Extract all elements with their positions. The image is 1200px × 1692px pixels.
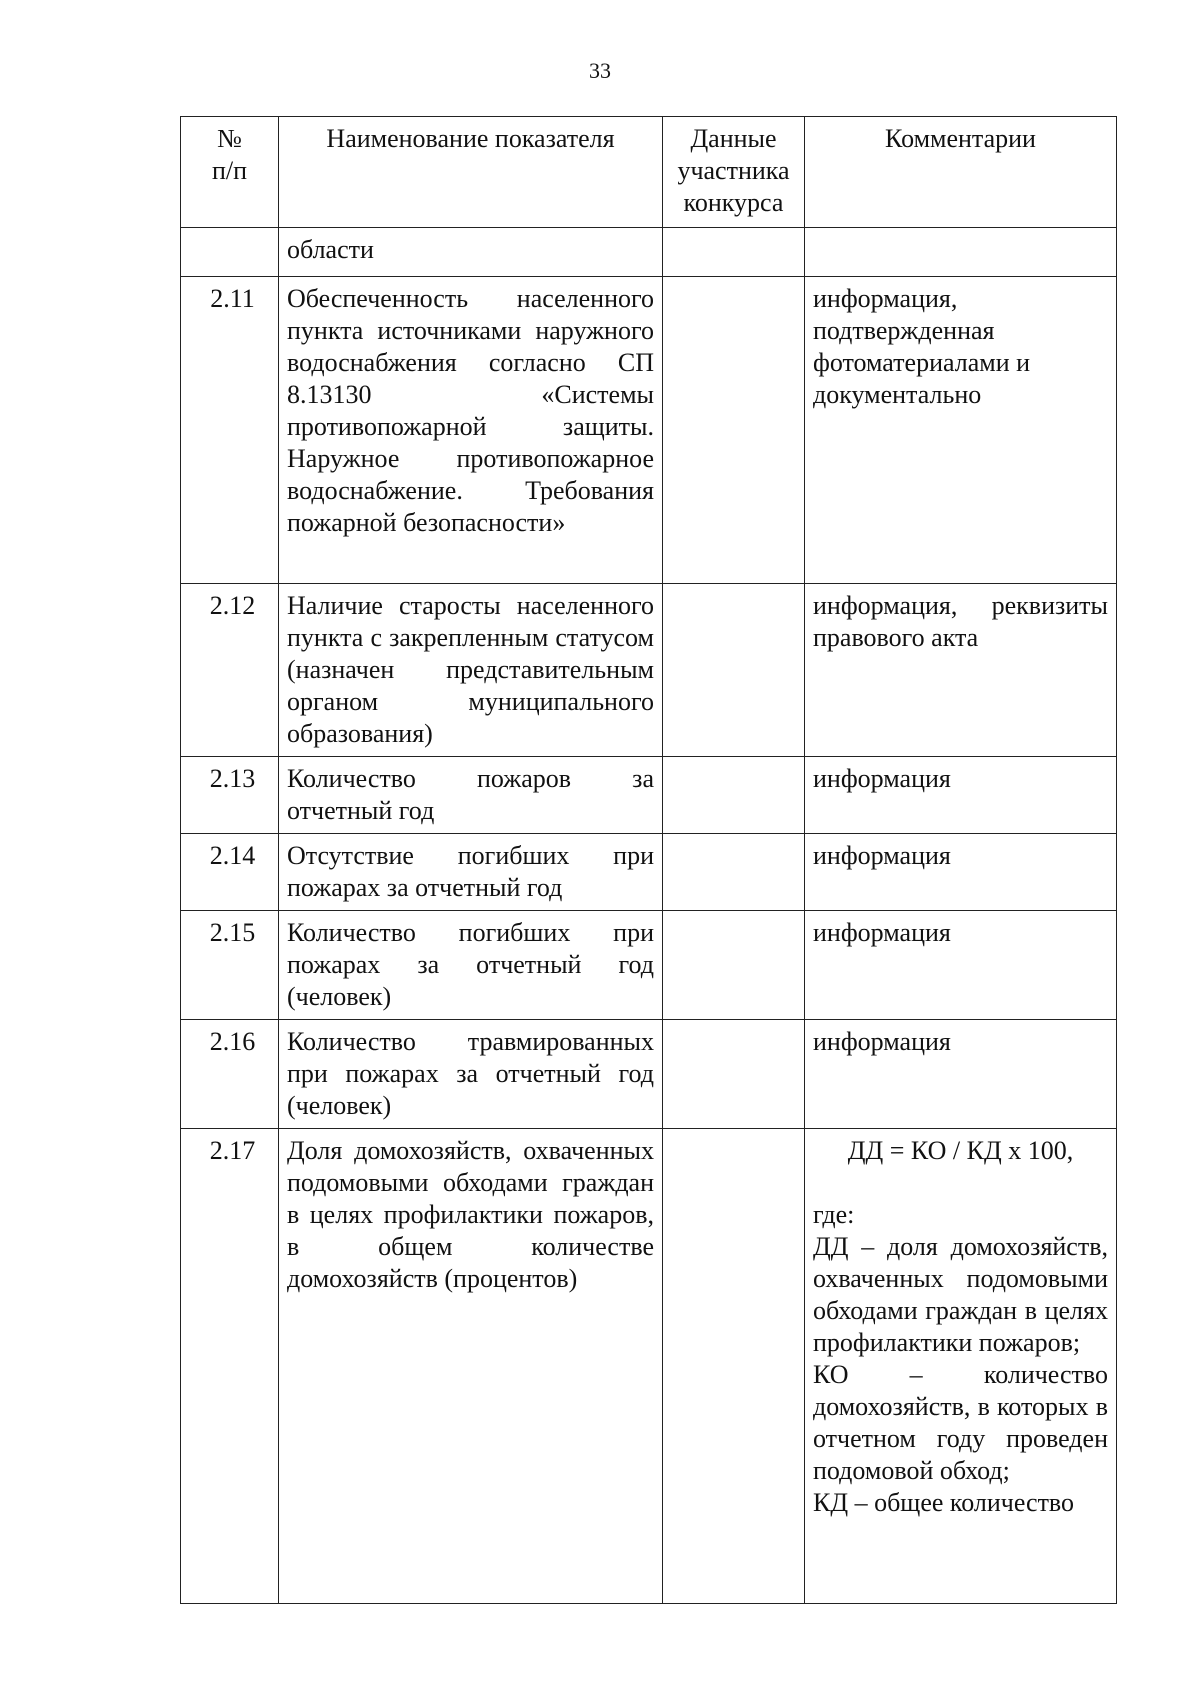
cell-data (663, 584, 805, 757)
cell-num: 2.17 (181, 1129, 279, 1604)
table-row-continuation (181, 228, 1117, 277)
table-row (181, 1020, 1117, 1129)
formula-dd-definition: ДД – доля домохозяйств, охваченных подомовыми обходами граждан в целях профилактики пожаров; (813, 1232, 1108, 1357)
cell-comment (805, 1129, 1117, 1604)
formula: ДД = КО / КД х 100, (847, 1136, 1074, 1165)
cell-data (663, 834, 805, 911)
cell-data (663, 911, 805, 1020)
header-comment: Комментарии (805, 117, 1117, 228)
formula-spacer (813, 1167, 1108, 1199)
header-data: Данные участника конкурса (663, 117, 805, 228)
cell-name: Количество пожаров за отчетный год (279, 757, 663, 834)
formula-kd-definition: КД – общее количество (813, 1488, 1075, 1517)
formula-where: где: (813, 1200, 855, 1229)
cell-name: Обеспеченность населенного пункта источниками наружного водоснабжения согласно СП 8.13130 «Системы противопожарной защиты. Наружное противопожарное водоснабжение. Требования пожарной безопасности» (279, 277, 663, 584)
cell-comment: информация (805, 757, 1117, 834)
cell-num: 2.15 (181, 911, 279, 1020)
cell-comment (805, 228, 1117, 277)
table-row (181, 277, 1117, 584)
cell-num: 2.11 (181, 277, 279, 584)
cell-num (181, 228, 279, 277)
cell-name: области (279, 228, 663, 277)
table-header-row (181, 117, 1117, 228)
header-num: № п/п (181, 117, 279, 228)
table-row (181, 911, 1117, 1020)
indicator-table-container (180, 116, 1116, 1604)
cell-num: 2.12 (181, 584, 279, 757)
cell-name: Отсутствие погибших при пожарах за отчетный год (279, 834, 663, 911)
table-row (181, 584, 1117, 757)
cell-num: 2.14 (181, 834, 279, 911)
page-number: 33 (589, 58, 611, 83)
cell-name: Количество травмированных при пожарах за отчетный год (человек) (279, 1020, 663, 1129)
cell-comment: информация, подтвержденная фотоматериалами и документально (805, 277, 1117, 584)
cell-data (663, 277, 805, 584)
cell-data (663, 757, 805, 834)
cell-num: 2.13 (181, 757, 279, 834)
cell-comment: информация (805, 911, 1117, 1020)
cell-comment: информация (805, 834, 1117, 911)
cell-name: Наличие старосты населенного пункта с закрепленным статусом (назначен представительным органом муниципального образования) (279, 584, 663, 757)
cell-data (663, 1020, 805, 1129)
header-name: Наименование показателя (279, 117, 663, 228)
cell-name: Количество погибших при пожарах за отчетный год (человек) (279, 911, 663, 1020)
cell-name: Доля домохозяйств, охваченных подомовыми обходами граждан в целях профилактики пожаров, в общем количестве домохозяйств (процентов) (279, 1129, 663, 1604)
table-row (181, 1129, 1117, 1604)
indicator-table (180, 116, 1117, 1604)
cell-data (663, 228, 805, 277)
cell-num: 2.16 (181, 1020, 279, 1129)
cell-comment: информация (805, 1020, 1117, 1129)
cell-comment: информация, реквизиты правового акта (805, 584, 1117, 757)
cell-data (663, 1129, 805, 1604)
table-row (181, 757, 1117, 834)
formula-ko-definition: КО – количество домохозяйств, в которых в отчетном году проведен подомовой обход; (813, 1360, 1108, 1485)
table-row (181, 834, 1117, 911)
